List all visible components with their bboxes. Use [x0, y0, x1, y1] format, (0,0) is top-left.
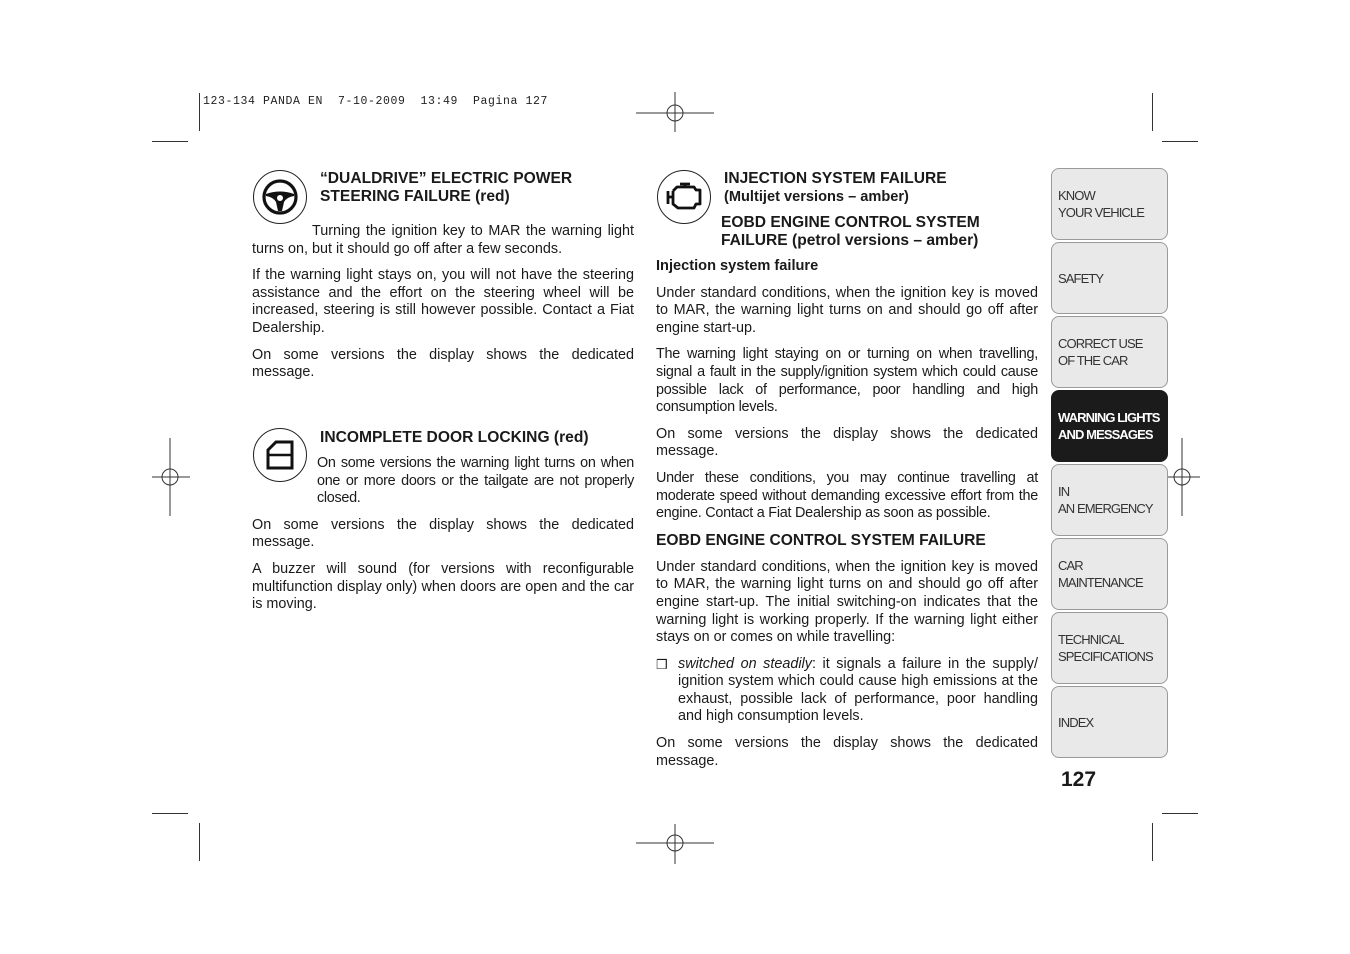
tab-car-maintenance[interactable]: CAR MAINTENANCE: [1051, 538, 1168, 610]
eobd-heading: EOBD ENGINE CONTROL SYSTEM FAILURE: [656, 531, 986, 549]
eobd-bullet: [656, 656, 1038, 726]
page-number: 127: [1061, 768, 1097, 791]
tab-warning-lights[interactable]: WARNING LIGHTS AND MESSAGES: [1051, 390, 1168, 462]
registration-mark-top: [636, 92, 714, 132]
tab-safety[interactable]: SAFETY: [1051, 242, 1168, 314]
tab-know-your-vehicle[interactable]: KNOW YOUR VEHICLE: [1051, 168, 1168, 240]
eobd-paragraph-2: On some versions the display shows the dedicated message.: [656, 735, 1038, 769]
eobd-title-line1: EOBD ENGINE CONTROL SYSTEM: [721, 214, 980, 231]
dualdrive-body: [252, 223, 634, 391]
eobd-title: [721, 214, 1041, 250]
registration-mark-bottom: [636, 824, 714, 864]
injection-paragraph-3: On some versions the display shows the dedicated message.: [656, 425, 1038, 460]
door-locking-paragraph-2: On some versions the display shows the dedicated message.: [252, 516, 634, 551]
bullet-text: : it signals a failure in the supply/ ignition system which could cause high emissions at the exhaust, possible lack of performance, poor handling and high consumption levels.: [678, 655, 1038, 725]
door-locking-paragraph-3: A buzzer will sound (for versions with reconfigurable multifunction display only) when doors are open and the car is moving.: [252, 560, 634, 613]
door-locking-title: INCOMPLETE DOOR LOCKING (red): [320, 429, 589, 446]
dualdrive-title: [320, 170, 640, 206]
tab-in-an-emergency[interactable]: IN AN EMERGENCY: [1051, 464, 1168, 536]
engine-icon: [657, 170, 711, 224]
dualdrive-title-line2: STEERING FAILURE (red): [320, 188, 510, 205]
print-slug: 123-134 PANDA EN 7-10-2009 13:49 Pagina 127: [203, 95, 549, 108]
right-column-body: [656, 258, 1038, 779]
tab-index[interactable]: INDEX: [1051, 686, 1168, 758]
injection-paragraph-4: Under these conditions, you may continue travelling at moderate speed without demanding excessive effort from the engine. Contact a Fiat Dealership as soon as possible.: [656, 469, 1038, 522]
injection-title-line2: (Multijet versions – amber): [724, 189, 909, 205]
door-locking-paragraph-1: On some versions the warning light turns on when one or more doors or the tailgate are not properly closed.: [317, 455, 634, 507]
dualdrive-paragraph-1: Turning the ignition key to MAR the warning light turns on, but it should go off after a few seconds.: [252, 223, 634, 257]
registration-mark-left: [152, 438, 190, 516]
door-locking-body: [252, 455, 634, 623]
eobd-paragraph-1: Under standard conditions, when the ignition key is moved to MAR, the warning light turns on and should go off after engine start-up. The initial switching-on indicates that the warning light is working properly. If the warning light either stays on or comes on while travelling:: [656, 558, 1038, 646]
injection-title-line1: INJECTION SYSTEM FAILURE: [724, 170, 947, 187]
eobd-title-line2: FAILURE (petrol versions – amber): [721, 232, 979, 249]
injection-subheading: Injection system failure: [656, 258, 819, 274]
steering-wheel-icon: [253, 170, 307, 224]
dualdrive-paragraph-2: If the warning light stays on, you will not have the steering assistance and the effort on the steering wheel will be increased, steering is still however possible. Contact a Fiat Dealership.: [252, 267, 634, 336]
injection-paragraph-2: The warning light staying on or turning on when travelling, signal a fault in the supply/ignition system which could cause possible lack of performance, poor handling and high consumption levels.: [656, 346, 1038, 416]
section-tabs: [1051, 168, 1168, 760]
tab-technical-specifications[interactable]: TECHNICAL SPECIFICATIONS: [1051, 612, 1168, 684]
injection-title: [724, 170, 1044, 206]
bullet-checkbox-icon: ❒: [656, 656, 668, 672]
tab-correct-use[interactable]: CORRECT USE OF THE CAR: [1051, 316, 1168, 388]
bullet-emphasis: switched on steadily: [678, 655, 812, 672]
dualdrive-title-line1: “DUALDRIVE” ELECTRIC POWER: [320, 170, 573, 187]
injection-paragraph-1: Under standard conditions, when the ignition key is moved to MAR, the warning light turns on and should go off after engine start-up.: [656, 284, 1038, 336]
dualdrive-paragraph-3: On some versions the display shows the dedicated message.: [252, 346, 634, 381]
